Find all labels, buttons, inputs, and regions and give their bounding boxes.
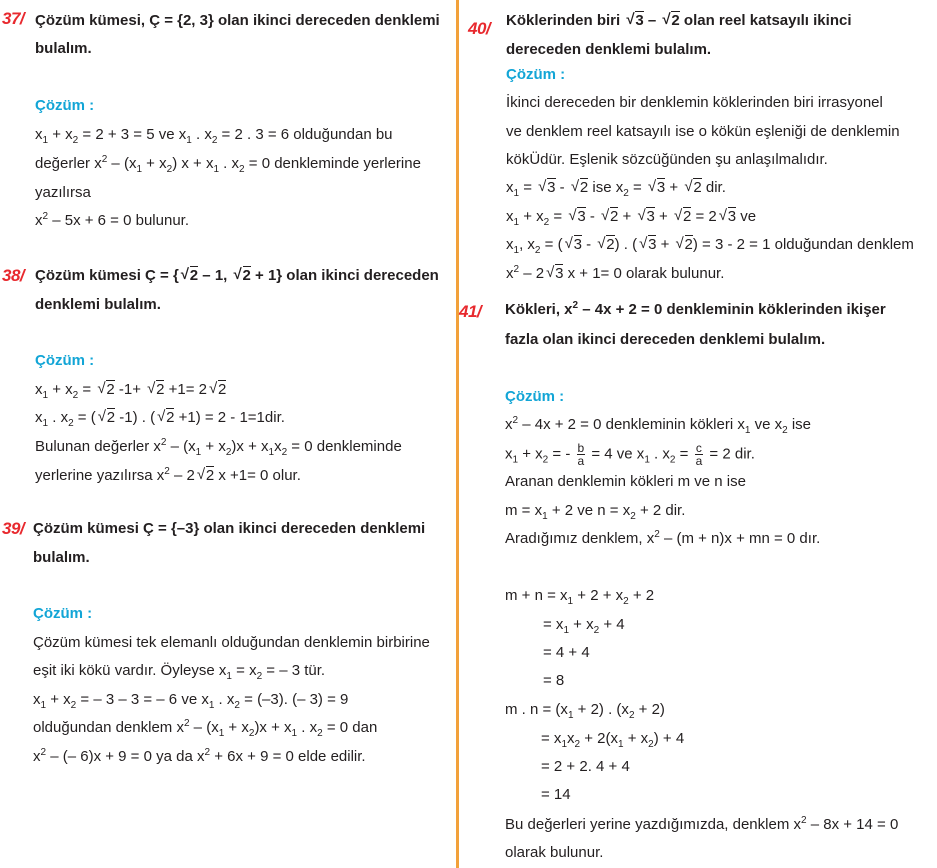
q39-line3: $x_1 + x_2$ = – 3 – 3 = – 6 ve $x_1$ . $x_2 = (-3)$. (– 3) = 9 xyxy=(33,691,349,711)
q37-line1: $x_1 + x_2 = 2 + 3 = 5$ ve $x_1$ . $x_2 = 2$ . 3 = 6 olduğundan bu xyxy=(35,126,393,146)
sqrt-symbol: √ 2 xyxy=(234,267,251,284)
q37-solution-label: Çözüm : xyxy=(35,97,95,114)
q41-solution-label: Çözüm : xyxy=(505,388,565,405)
q38-prompt-line2: denklemi bulalım. xyxy=(35,296,161,313)
q38-solution-label: Çözüm : xyxy=(35,352,95,369)
q37-line3: yazılırsa xyxy=(35,184,91,201)
q38-line3: Bulunan değerler $x^2 - (x_1 + x_2)x + x_1x_2 = 0$ denkleminde xyxy=(35,437,402,458)
q41-final-line2: olarak bulunur. xyxy=(505,844,604,861)
q40-line6: $x_1$, $x_2$ = (√ 3 - √ 2) . (√ 3 + √ 2) = 3 - 2 = 1 olduğundan denklem xyxy=(506,236,914,253)
q40-solution-label: Çözüm : xyxy=(506,66,566,83)
question-number-38: 38/ xyxy=(2,266,25,285)
q41-line4: $m = x_1 + 2$ ve $n = x_2 + 2$ dir. xyxy=(505,502,686,522)
q39-line1: Çözüm kümesi tek elemanlı olduğundan denklemin birbirine xyxy=(33,634,430,651)
q40-line4: $x_1$ = √ 3 - √ 2 ise $x_2$ = √ 3 + √ 2 dir. xyxy=(506,179,726,196)
q41-sum-line2: = $x_1 + x_2 + 4$ xyxy=(543,616,625,636)
q41-sum-line3: = 4 + 4 xyxy=(543,644,590,661)
q37-prompt-line2: bulalım. xyxy=(35,40,92,57)
question-number-37: 37/ xyxy=(2,9,25,28)
q39-prompt-line1: Çözüm kümesi Ç = {–3} olan ikinci dereceden denklemi xyxy=(33,520,426,537)
q40-line2: ve denklem reel katsayılı ise o kökün eşleniği de denklemin xyxy=(506,123,900,140)
question-number-40: 40/ xyxy=(468,19,491,38)
q37-line2: değerler $x^2 - (x_1 + x_2) x + x_1$ . $x_2 = 0$ denkleminde yerlerine xyxy=(35,154,421,175)
q38-line1: $x_1 + x_2$ = √ 2 -1+ √ 2 +1= 2√ 2 xyxy=(35,381,226,398)
q38-line2: $x_1$ . $x_2$ = (√ 2 -1) . (√ 2 +1) = 2 - 1=1dir. xyxy=(35,409,285,426)
q40-line5: $x_1 + x_2$ = √ 3 - √ 2 + √ 3 + √ 2 = 2√ 3 ve xyxy=(506,208,756,225)
q39-prompt-line2: bulalım. xyxy=(33,549,90,566)
question-number-39: 39/ xyxy=(2,519,25,538)
q41-prompt-line2: fazla olan ikinci dereceden denklemi bulalım. xyxy=(505,331,826,348)
q37-line4: $x^2 - 5x + 6 = 0$ bulunur. xyxy=(35,211,190,229)
q41-sum-line4: = 8 xyxy=(543,672,565,689)
q41-product-line2: = $x_1x_2 + 2(x_1 + x_2) + 4$ xyxy=(541,730,685,750)
q41-product-line1: m . $n = (x_1 + 2)$ . $(x_2 + 2)$ xyxy=(505,701,665,721)
q41-line5: Aradığımız denklem, $x^2 - (m + n)x$ + mn = 0 dır. xyxy=(505,529,821,547)
q41-sum-line1: $m + n = x_1 + 2 + x_2 + 2$ xyxy=(505,587,655,607)
question-number-41: 41/ xyxy=(459,302,482,321)
sqrt-symbol: √ 2 xyxy=(181,267,198,284)
q41-prompt-line1: Kökleri, $x^2 - 4x + 2 = 0$ denkleminin köklerinden ikişer xyxy=(505,300,886,318)
q41-final-line1: Bu değerleri yerine yazdığımızda, denklem $x^2 - 8x + 14 = 0$ xyxy=(505,815,899,833)
q41-product-line3: = 2 + 2. 4 + 4 xyxy=(541,758,630,775)
q39-line4: olduğundan denklem $x^2 - (x_1 + x_2)x + x_1$ . $x_2 = 0$ dan xyxy=(33,718,378,739)
q40-prompt-line1: Köklerinden biri √ 3 – √ 2 olan reel katsayılı ikinci xyxy=(506,12,852,29)
q41-line3: Aranan denklemin kökleri m ve n ise xyxy=(505,473,746,490)
q40-line7: $x^2 - 2√$ 3 x + 1= 0 olarak bulunur. xyxy=(506,265,724,282)
q38-line4: yerlerine yazılırsa $x^2 - 2√$ 2 x +1= 0 olur. xyxy=(35,467,301,484)
q39-line2: eşit iki kökü vardır. Öyleyse $x_1 = x_2$ = – 3 tür. xyxy=(33,662,326,682)
q40-line3: kökÜdür. Eşlenik sözcüğünden şu anlaşılmalıdır. xyxy=(506,151,828,168)
q39-line5: $x^2$ – (– 6)x + 9 = 0 ya da $x^2 + 6x + 9 = 0$ elde edilir. xyxy=(33,747,366,765)
q37-prompt-line1: Çözüm kümesi, Ç = {2, 3} olan ikinci dereceden denklemi xyxy=(35,12,440,29)
q39-solution-label: Çözüm : xyxy=(33,605,93,622)
q38-prompt-line1: Çözüm kümesi Ç = {√ 2 – 1, √ 2 + 1} olan ikinci dereceden xyxy=(35,267,439,284)
q41-line1: $x^2 - 4x + 2 = 0$ denkleminin kökleri $x_1$ ve $x_2$ ise xyxy=(505,415,812,436)
q40-line1: İkinci dereceden bir denklemin köklerinden biri irrasyonel xyxy=(506,94,883,111)
q41-product-line4: = 14 xyxy=(541,786,571,803)
column-divider xyxy=(456,0,459,868)
q40-prompt-line2: dereceden denklemi bulalım. xyxy=(506,41,712,58)
q41-line2: $x_1 + x_2$ = - $\frac{b}{a}$ = 4 ve $x_1$ . $x_2$ = $\frac{c}{a}$ = 2 dir. xyxy=(505,441,755,468)
